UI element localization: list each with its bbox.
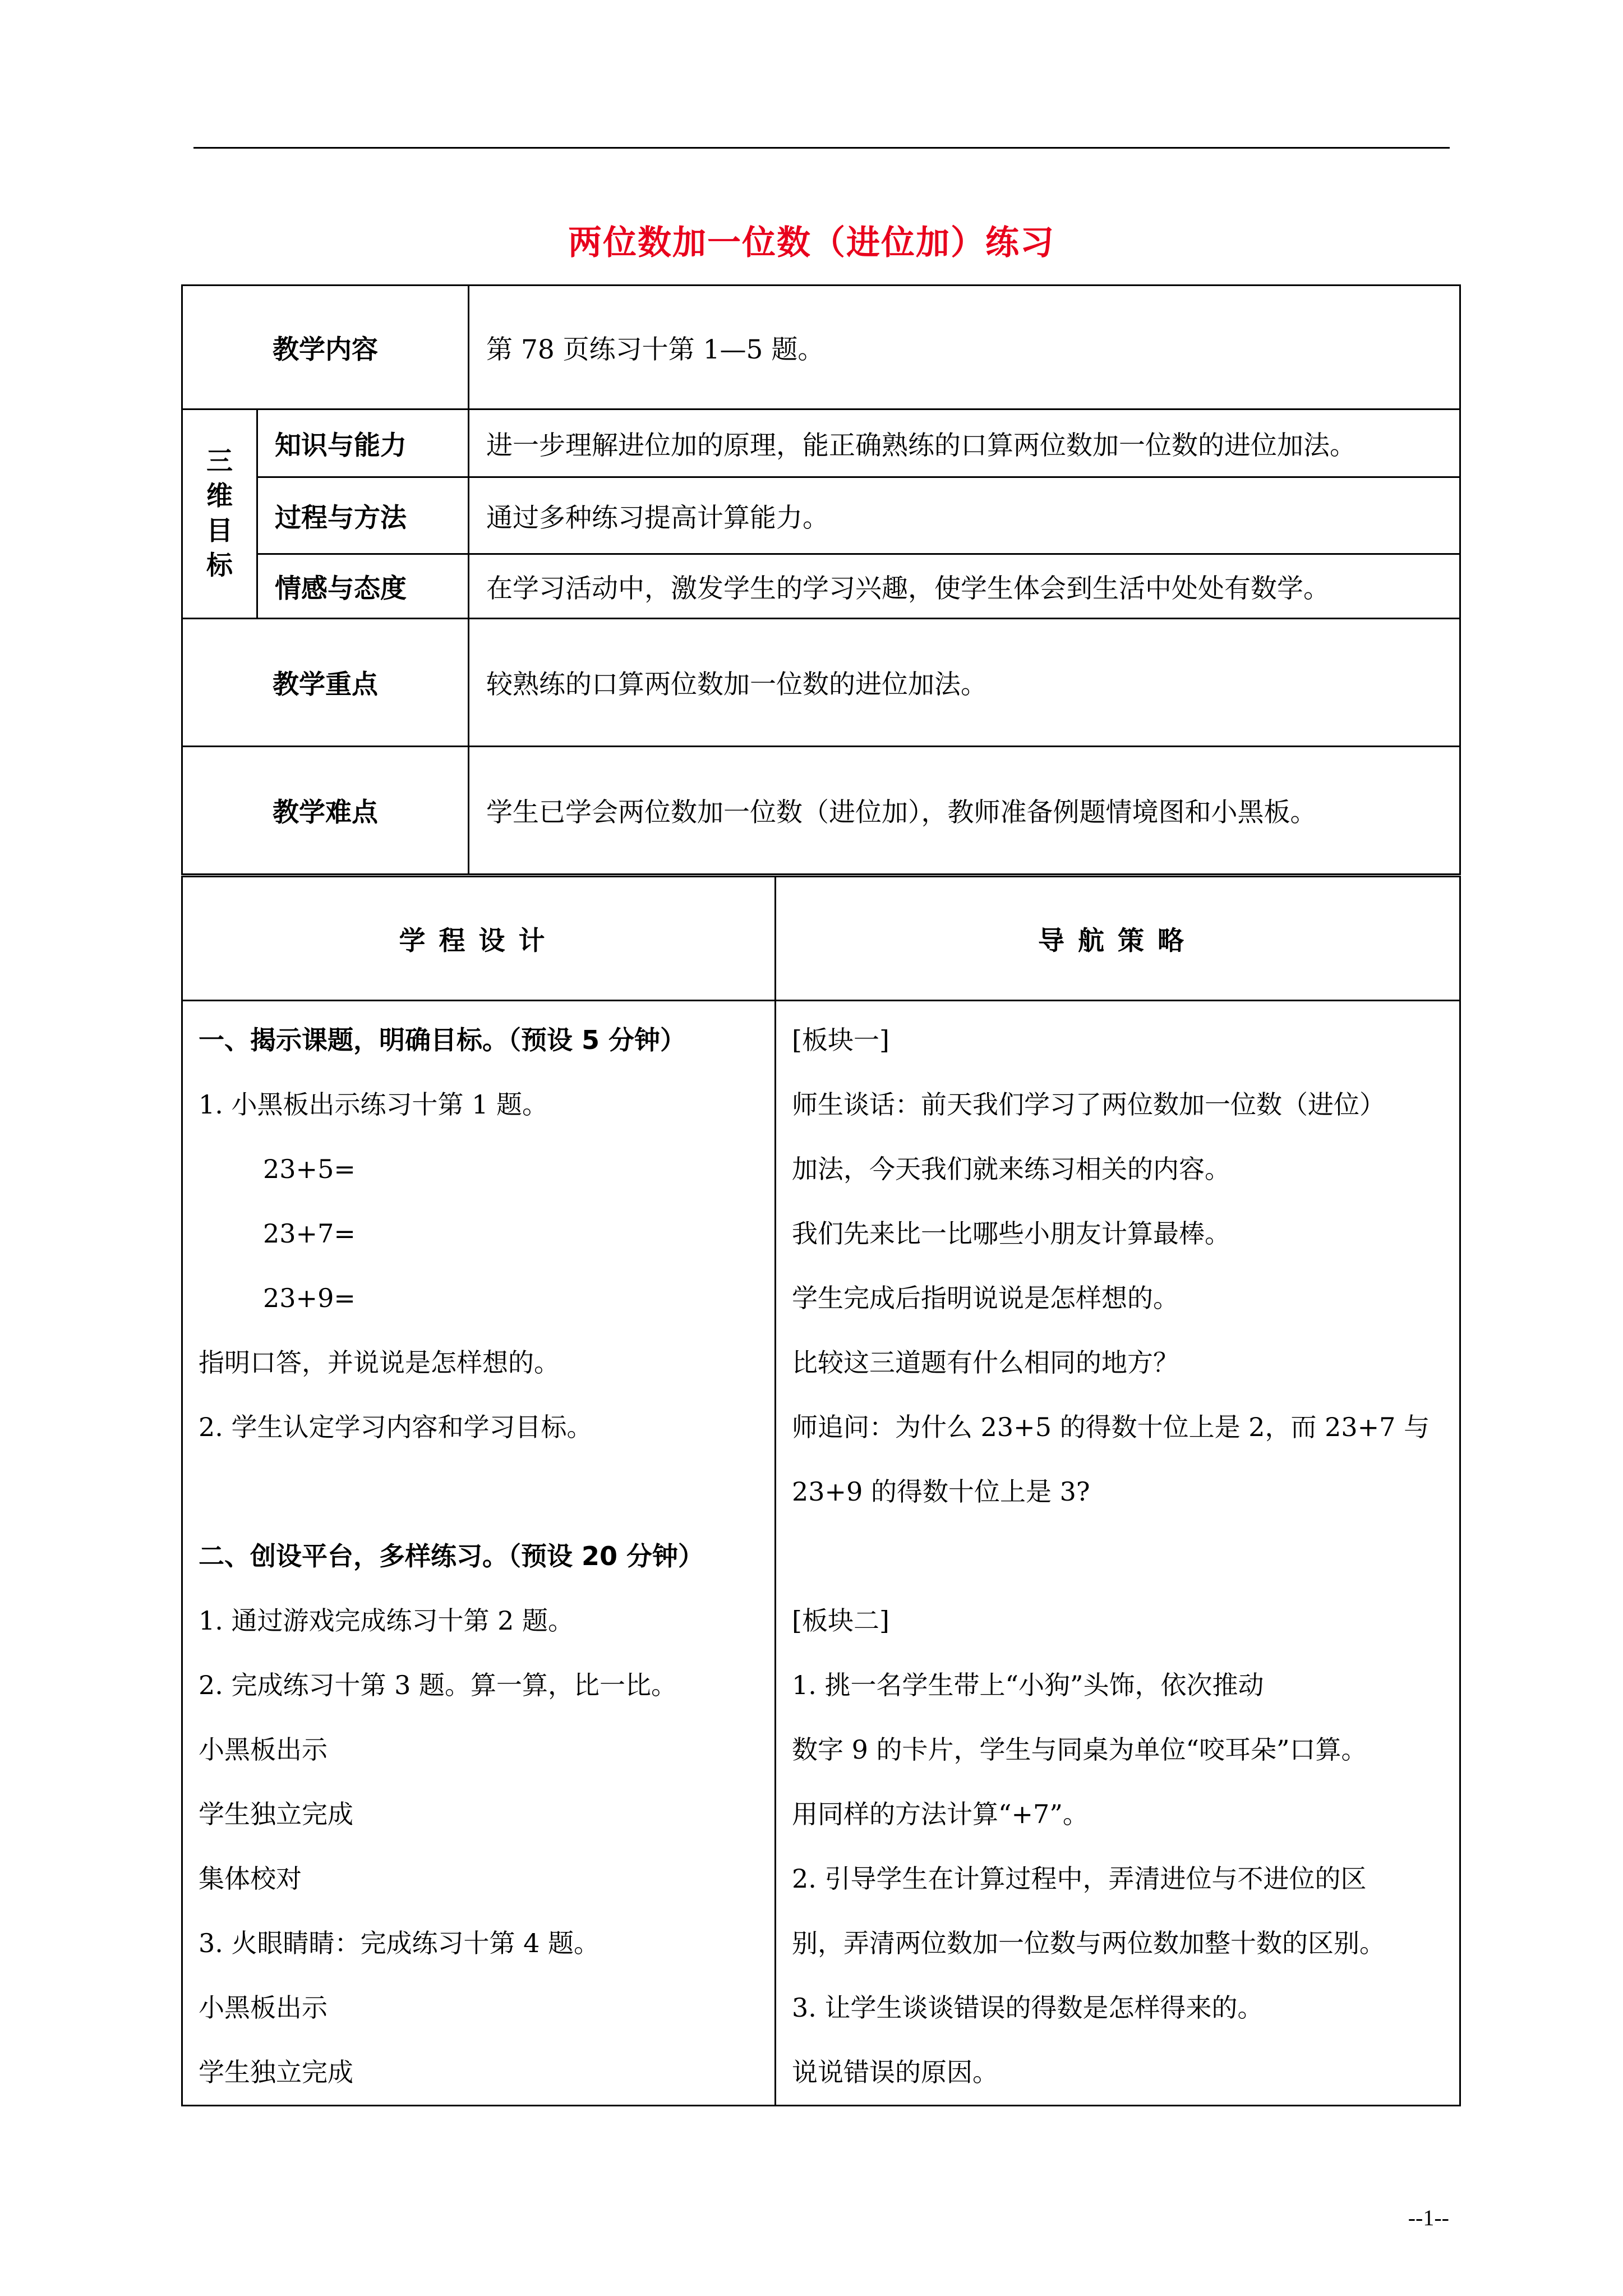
learning-process-cell <box>182 1001 776 2106</box>
strategy-line: 1. 挑一名学生带上“小狗”头饰，依次推动 <box>792 1670 1264 1700</box>
process-line: 小黑板出示 <box>199 1993 328 2023</box>
strategy-line: 数字 9 的卡片，学生与同桌为单位“咬耳朵”口算。 <box>792 1734 1367 1765</box>
design-body-row <box>182 1001 1460 2106</box>
content-label: 教学内容 <box>182 286 469 409</box>
strategy-line: 3. 让学生谈谈错误的得数是怎样得来的。 <box>792 1993 1264 2023</box>
goal-row-2 <box>182 477 1460 554</box>
process-line: 学生独立完成 <box>199 1799 353 1829</box>
difficulty-value: 学生已学会两位数加一位数（进位加），教师准备例题情境图和小黑板。 <box>469 747 1460 875</box>
process-line: 小黑板出示 <box>199 1734 328 1765</box>
strategy-line: 师追问：为什么 23+5 的得数十位上是 2，而 23+7 与 <box>792 1412 1430 1442</box>
design-header-row <box>182 877 1460 1001</box>
process-line: 3. 火眼睛睛：完成练习十第 4 题。 <box>199 1928 600 1958</box>
strategy-line: 2. 引导学生在计算过程中，弄清进位与不进位的区 <box>792 1864 1367 1894</box>
goal-value-emotion: 在学习活动中，激发学生的学习兴趣，使学生体会到生活中处处有数学。 <box>469 554 1460 619</box>
strategy-line: 别，弄清两位数加一位数与两位数加整十数的区别。 <box>792 1928 1385 1958</box>
process-line: 指明口答，并说说是怎样想的。 <box>199 1347 560 1378</box>
navigation-strategy-header: 导航策略 <box>776 877 1460 1001</box>
strategy-line: 说说错误的原因。 <box>792 2057 998 2087</box>
content-row <box>182 286 1460 409</box>
process-line: 学生独立完成 <box>199 2057 353 2087</box>
strategy-line: 师生谈话：前天我们学习了两位数加一位数（进位） <box>792 1089 1385 1120</box>
goal-value-knowledge: 进一步理解进位加的原理，能正确熟练的口算两位数加一位数的进位加法。 <box>469 409 1460 477</box>
strategy-line: 学生完成后指明说说是怎样想的。 <box>792 1283 1179 1313</box>
three-dim-goals-label: 三 维 目 标 <box>182 409 257 619</box>
lesson-design-table <box>181 876 1461 2106</box>
lesson-info-table <box>181 284 1461 875</box>
process-line: 1. 通过游戏完成练习十第 2 题。 <box>199 1605 574 1636</box>
goal-label-knowledge: 知识与能力 <box>257 409 469 477</box>
goal-value-process: 通过多种练习提高计算能力。 <box>469 477 1460 554</box>
process-line: 2. 完成练习十第 3 题。算一算，比一比。 <box>199 1670 677 1700</box>
equation-line: 23+9= <box>263 1283 356 1313</box>
blank-line <box>199 1460 762 1524</box>
document-title: 两位数加一位数（进位加）练习 <box>568 223 1055 263</box>
strategy-line: 加法，今天我们就来练习相关的内容。 <box>792 1154 1230 1184</box>
key-point-label: 教学重点 <box>182 619 469 747</box>
strategy-line: 用同样的方法计算“+7”。 <box>792 1799 1089 1829</box>
learning-process-header: 学程设计 <box>182 877 776 1001</box>
key-point-row <box>182 619 1460 747</box>
block-heading: [板块二] <box>792 1605 889 1636</box>
navigation-strategy-cell <box>776 1001 1460 2106</box>
goal-row-3 <box>182 554 1460 619</box>
blank-line <box>792 1524 1447 1589</box>
section-heading: 二、创设平台，多样练习。（预设 20 分钟） <box>199 1541 704 1571</box>
process-line: 1. 小黑板出示练习十第 1 题。 <box>199 1089 548 1120</box>
block-heading: [板块一] <box>792 1025 889 1055</box>
process-line: 2. 学生认定学习内容和学习目标。 <box>199 1412 593 1442</box>
goal-label-emotion: 情感与态度 <box>257 554 469 619</box>
difficulty-row <box>182 747 1460 875</box>
strategy-line: 比较这三道题有什么相同的地方？ <box>792 1347 1179 1378</box>
section-heading: 一、揭示课题，明确目标。（预设 5 分钟） <box>199 1025 686 1055</box>
difficulty-label: 教学难点 <box>182 747 469 875</box>
page-number: --1-- <box>1408 2205 1449 2230</box>
goal-row-1 <box>182 409 1460 477</box>
strategy-line: 我们先来比一比哪些小朋友计算最棒。 <box>792 1218 1230 1249</box>
equation-line: 23+7= <box>263 1218 356 1249</box>
equation-line: 23+5= <box>263 1154 356 1184</box>
header-rule <box>193 147 1450 149</box>
key-point-value: 较熟练的口算两位数加一位数的进位加法。 <box>469 619 1460 747</box>
content-value: 第 78 页练习十第 1—5 题。 <box>469 286 1460 409</box>
strategy-line: 23+9 的得数十位上是 3? <box>792 1476 1090 1507</box>
goal-label-process: 过程与方法 <box>257 477 469 554</box>
process-line: 集体校对 <box>199 1864 302 1894</box>
